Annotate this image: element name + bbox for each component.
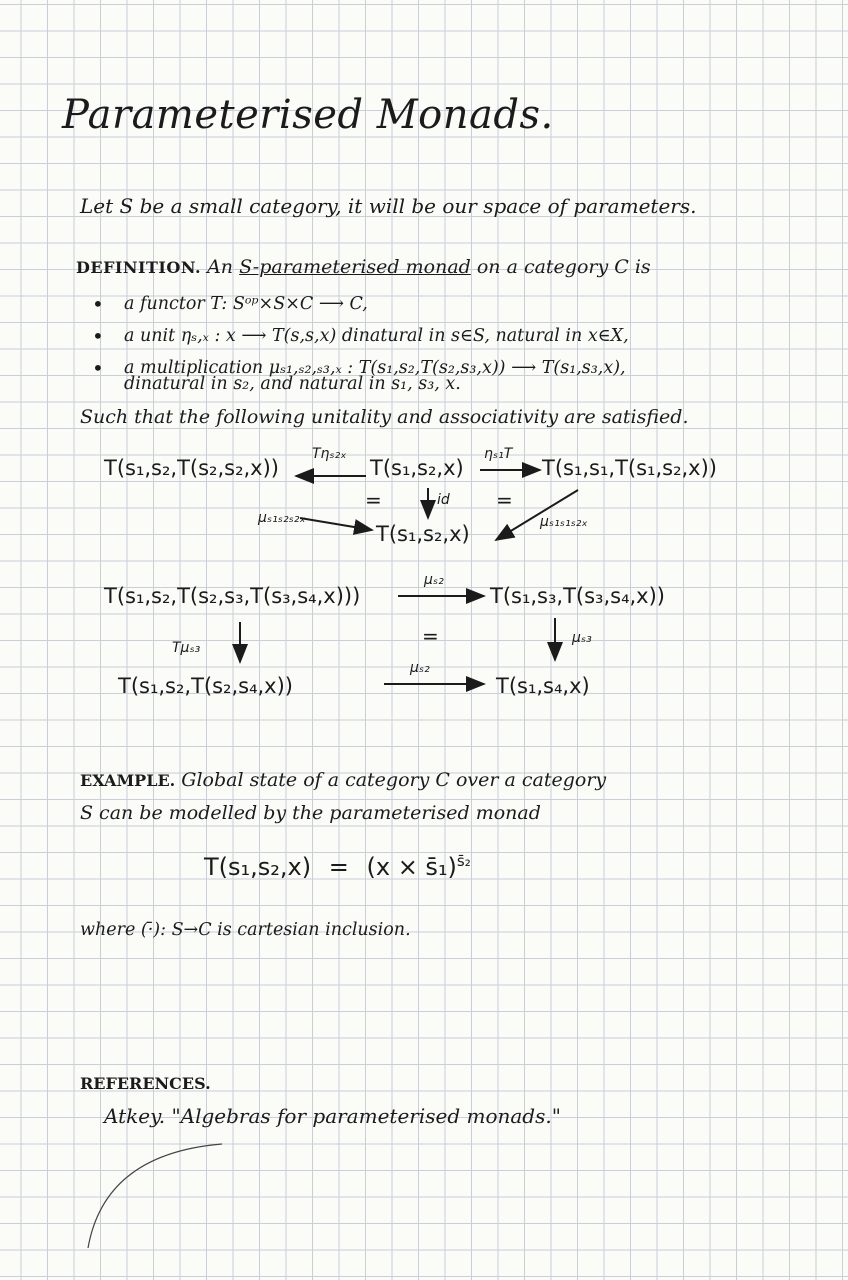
diagram2-bottom-right-object: T(s₁,s₄,x) <box>496 674 590 698</box>
diagram2-right-arrow-label: μₛ₃ <box>572 630 592 646</box>
diagram1-center-object: T(s₁,s₂,x) <box>370 456 464 480</box>
corner-curl <box>88 1144 222 1248</box>
formula-eq: = <box>328 853 349 881</box>
diagram1-left-object: T(s₁,s₂,T(s₂,s₂,x)) <box>104 456 279 480</box>
bullet-dot-icon: • <box>92 292 104 316</box>
page-title: Parameterised Monads. <box>62 92 554 138</box>
diagram1-mult-left-label: μₛ₁ₛ₂ₛ₂ₓ <box>258 510 306 526</box>
example-formula <box>204 852 471 881</box>
example-label: EXAMPLE. <box>80 771 176 790</box>
diagram1-commute-right: = <box>496 488 513 512</box>
bullet-dot-icon: • <box>92 356 104 380</box>
diagram1-bottom-object: T(s₁,s₂,x) <box>376 522 470 546</box>
example-line1: Global state of a category C over a category <box>181 769 607 791</box>
definition-lead: An <box>207 256 234 278</box>
diagram2-top-left-object: T(s₁,s₂,T(s₂,s₃,T(s₃,s₄,x))) <box>104 584 361 608</box>
definition-rest: on a category C is <box>476 256 651 278</box>
example-block <box>80 764 606 829</box>
definition-label: DEFINITION. <box>76 258 202 277</box>
references-label: REFERENCES. <box>80 1074 211 1093</box>
bullet-item: • a multiplication μₛ₁,ₛ₂,ₛ₃,ₓ : T(s₁,s₂,T(s₂,s₃,x)) ⟶ T(s₁,s₃,x), <box>92 352 629 384</box>
example-line2: S can be modelled by the parameterised monad <box>80 802 541 824</box>
diagram2-left-arrow-label: Tμₛ₃ <box>172 640 201 656</box>
diagram1-right-object: T(s₁,s₁,T(s₁,s₂,x)) <box>542 456 717 480</box>
diagram1-unit-right-label: ηₛ₁T <box>484 446 513 462</box>
reference-entry: Atkey. "Algebras for parameterised monads." <box>104 1104 561 1128</box>
definition-term: S-parameterised monad <box>239 256 471 278</box>
definition-continuation: dinatural in s₂, and natural in s₁, s₃, x. <box>124 374 461 394</box>
diagram2-bottom-left-object: T(s₁,s₂,T(s₂,s₄,x)) <box>118 674 293 698</box>
arrow-mult-left <box>300 518 372 530</box>
axioms-intro: Such that the following unitality and associativity are satisfied. <box>80 406 689 428</box>
diagram2-top-right-object: T(s₁,s₃,T(s₃,s₄,x)) <box>490 584 665 608</box>
formula-exponent: s̄₂ <box>456 852 471 870</box>
intro-text: Let S be a small category, it will be our space of parameters. <box>80 194 697 218</box>
diagram1-unit-left-label: Tηₛ₂ₓ <box>312 446 347 462</box>
diagram1-id-label: id <box>437 492 450 508</box>
arrow-mult-right <box>496 490 578 540</box>
diagram2-commute-mark: = <box>422 624 439 648</box>
formula-lhs: T(s₁,s₂,x) <box>204 853 312 881</box>
bullet-item: • a functor T: Sᵒᵖ×S×C ⟶ C, <box>92 288 629 320</box>
formula-rhs: (x × s̄₁) <box>366 853 457 881</box>
diagram1-commute-left: = <box>365 488 382 512</box>
bullet-item: • a unit ηₛ,ₓ : x ⟶ T(s,s,x) dinatural in s∈S, natural in x∈X, <box>92 320 629 352</box>
bullet-dot-icon: • <box>92 324 104 348</box>
diagram2-top-arrow-label: μₛ₂ <box>424 572 444 588</box>
diagram1-mult-right-label: μₛ₁ₛ₁ₛ₂ₓ <box>540 514 588 530</box>
diagram2-bottom-arrow-label: μₛ₂ <box>410 660 430 676</box>
example-where: where (·̄): S→C is cartesian inclusion. <box>80 920 411 940</box>
